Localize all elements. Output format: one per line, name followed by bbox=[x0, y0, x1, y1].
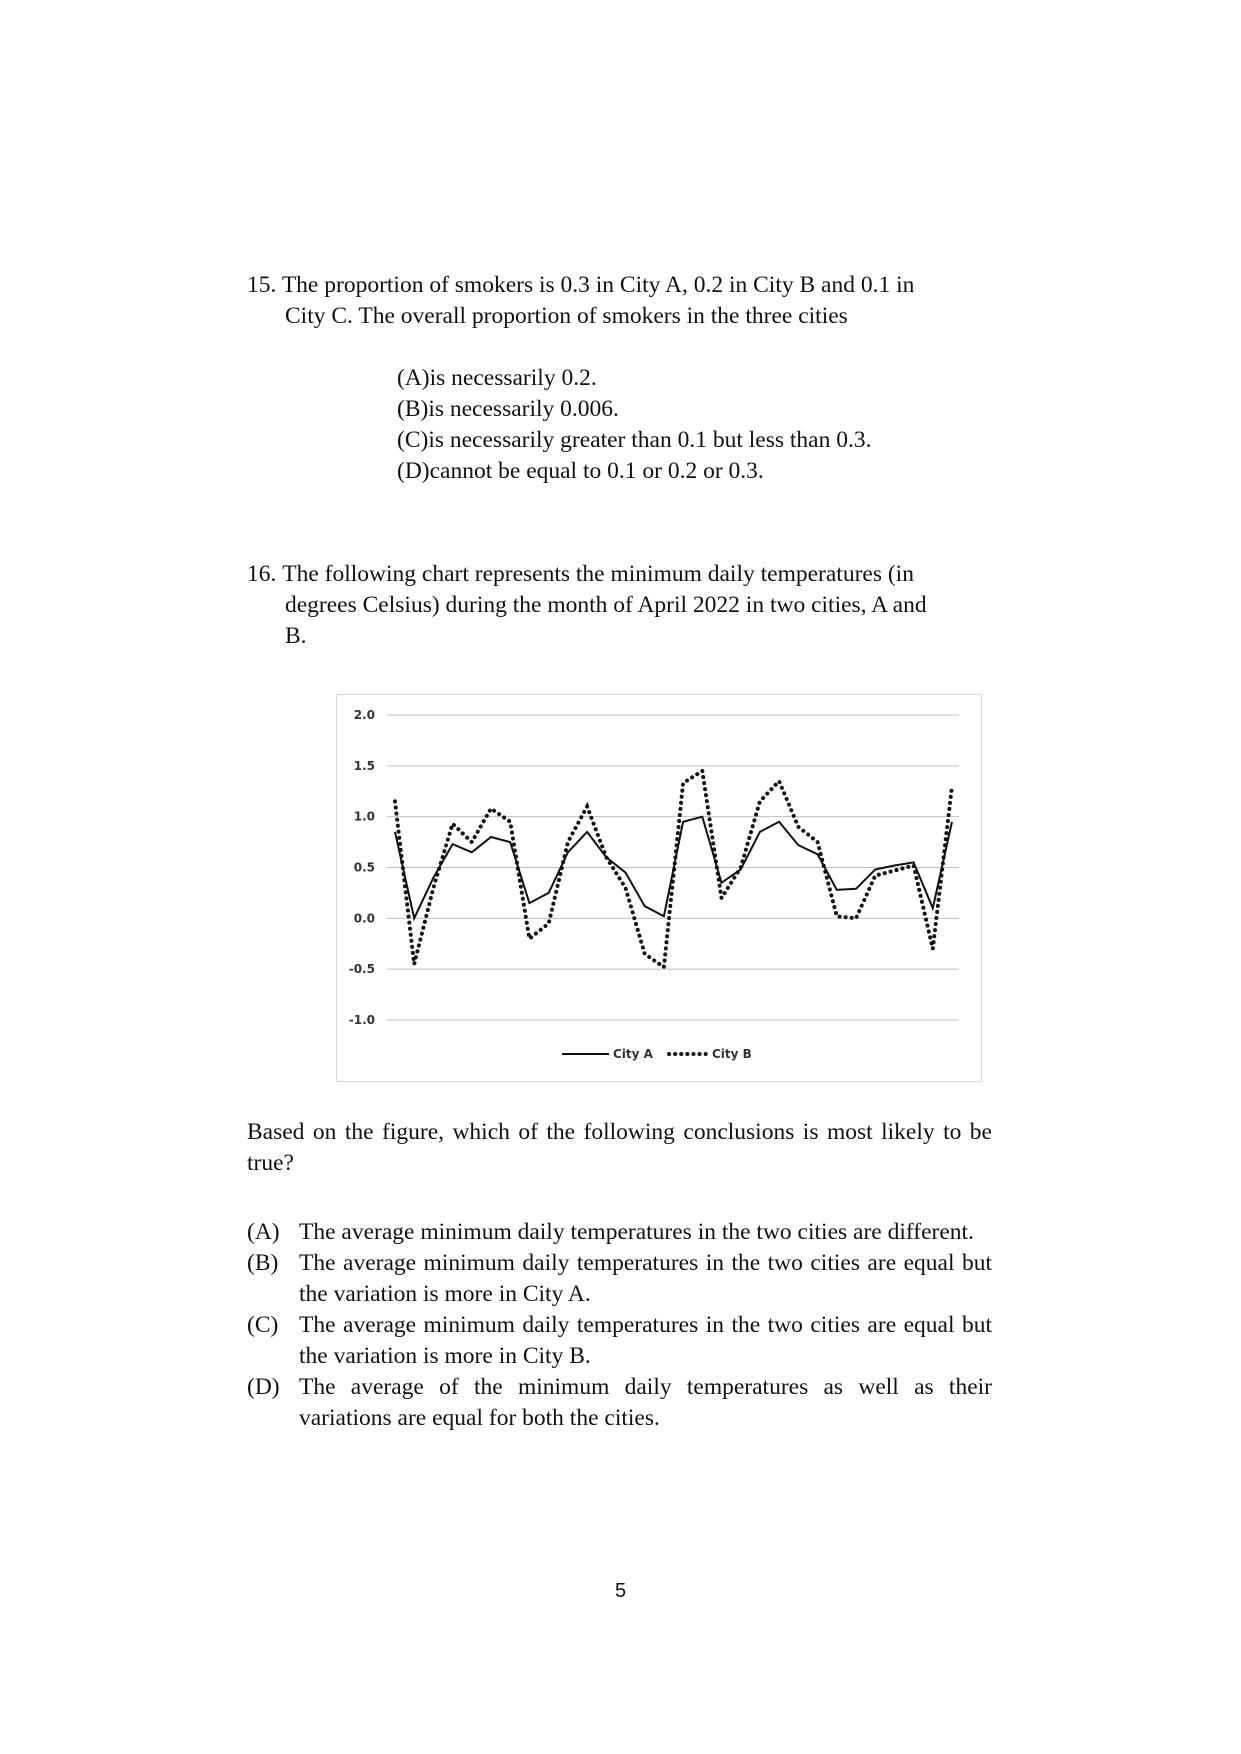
question-16 bbox=[247, 559, 992, 652]
y-tick-label: 0.5 bbox=[353, 860, 375, 875]
temperature-chart bbox=[336, 694, 982, 1082]
y-tick-label: -1.0 bbox=[348, 1013, 375, 1027]
q16-option-a: (A) The average minimum daily temperatures in the two cities are different. bbox=[247, 1219, 974, 1245]
y-tick-label: 2.0 bbox=[353, 708, 375, 722]
q15-option-d: (D)cannot be equal to 0.1 or 0.2 or 0.3. bbox=[397, 458, 764, 484]
y-tick-label: -0.5 bbox=[348, 962, 375, 977]
legend-label-city-a: City A bbox=[613, 1047, 653, 1061]
q16-options bbox=[247, 1217, 992, 1434]
q16-option-d: (D) The average of the minimum daily temperatures as well as their variations are equal for both the cities. bbox=[247, 1374, 992, 1431]
q16-line2: degrees Celsius) during the month of April 2022 in two cities, A and bbox=[285, 592, 927, 618]
page-number: 5 bbox=[614, 1580, 627, 1602]
q16-line1: 16. The following chart represents the minimum daily temperatures (in bbox=[247, 561, 914, 587]
q16-followup: Based on the figure, which of the following conclusions is most likely to be true? bbox=[247, 1119, 992, 1176]
q15-line2: City C. The overall proportion of smokers in the three cities bbox=[285, 303, 848, 329]
legend-label-city-b: City B bbox=[712, 1047, 752, 1061]
q15-option-a: (A)is necessarily 0.2. bbox=[397, 365, 597, 391]
chart-svg bbox=[337, 695, 981, 1081]
q15-option-b: (B)is necessarily 0.006. bbox=[397, 396, 619, 422]
question-15 bbox=[247, 270, 992, 332]
q15-option-c: (C)is necessarily greater than 0.1 but less than 0.3. bbox=[397, 427, 872, 453]
q15-options bbox=[397, 363, 871, 487]
y-tick-label: 1.5 bbox=[353, 758, 375, 773]
q16-option-c: (C) The average minimum daily temperatures in the two cities are equal but the variation is more in City B. bbox=[247, 1312, 992, 1369]
q16-option-b: (B) The average minimum daily temperatures in the two cities are equal but the variation is more in City A. bbox=[247, 1250, 992, 1307]
q16-line3: B. bbox=[285, 623, 307, 649]
y-tick-label: 1.0 bbox=[353, 809, 375, 824]
y-tick-label: 0.0 bbox=[353, 911, 375, 926]
series-line-city-b bbox=[395, 771, 952, 967]
q15-line1: 15. The proportion of smokers is 0.3 in City A, 0.2 in City B and 0.1 in bbox=[247, 272, 915, 298]
